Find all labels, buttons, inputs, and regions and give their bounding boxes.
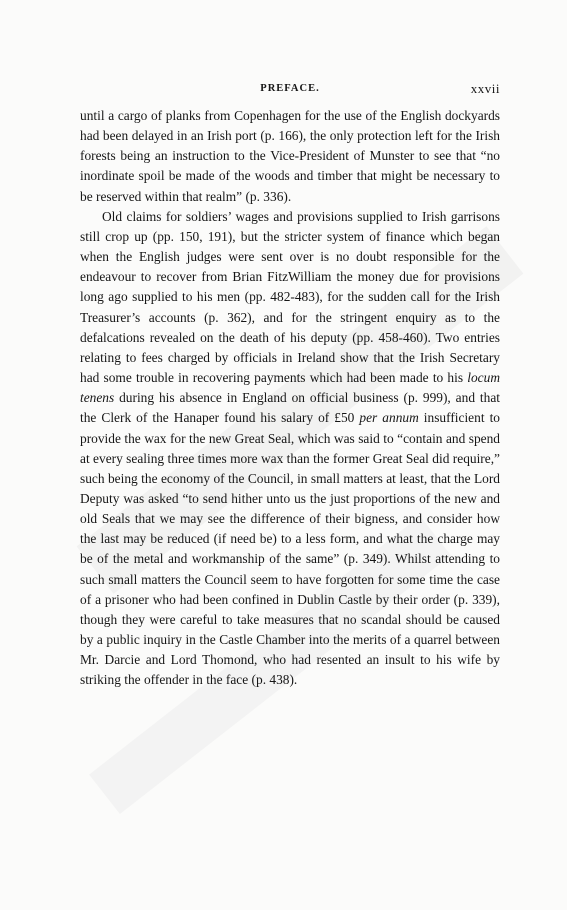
paragraph-2 [80, 207, 500, 691]
paragraph-2-text-b: during his absence in England on official business (p. 999), and that the Clerk of the Hanaper found his salary of £50 [80, 390, 500, 426]
paragraph-1-text: until a cargo of planks from Copenhagen for the use of the English dockyards had been delayed in an Irish port (p. 166), the only protection left for the Irish forests being an instruction to the Vice-President of Munster to see that “no inordinate spoil be made of the woods and timber that might be necessary to be reserved within that realm” (p. 336). [80, 108, 500, 204]
running-head: PREFACE. [260, 83, 320, 94]
paragraph-1 [80, 106, 500, 207]
italic-per-annum: per annum [359, 410, 419, 426]
page-header [80, 81, 500, 99]
paragraph-2-text-c: insufficient to provide the wax for the new Great Seal, which was said to “contain and spend at every sealing three times more wax than the former Great Seal did require,” such being the economy of the Council, in small matters at least, that the Lord Deputy was asked “to send hither unto us the just proportions of the new and old Seals that we may see the difference of their bigness, and consider how the last may be reduced (if need be) to a less form, and what the charge may be of the metal and workmanship of the same” (p. 349). Whilst attending to such small matters the Council seem to have forgotten for some time the case of a prisoner who had been confined in Dublin Castle by their order (p. 339), though they were careful to take measures that no scandal should be caused by a public inquiry in the Castle Chamber into the merits of a quarrel between Mr. Darcie and Lord Thomond, who had resented an insult to his wife by striking the offender in the face (p. 438). [80, 410, 500, 688]
body-text [80, 106, 500, 691]
page-number: xxvii [470, 81, 500, 96]
paragraph-2-text-a: Old claims for soldiers’ wages and provisions supplied to Irish garrisons still crop up (pp. 150, 191), but the stricter system of finance which began when the English judges were sent over is no doubt responsible for the endeavour to recover from Brian FitzWilliam the money due for provisions long ago supplied to his men (pp. 482-483), for the sudden call for the Irish Treasurer’s accounts (p. 362), and for the stringent enquiry as to the defalcations revealed on the death of his deputy (pp. 458-460). Two entries relating to fees charged by officials in Ireland show that the Irish Secretary had some trouble in recovering payments which had been made to his [80, 208, 500, 386]
italic-locum-tenens: locum tenens [80, 370, 500, 406]
